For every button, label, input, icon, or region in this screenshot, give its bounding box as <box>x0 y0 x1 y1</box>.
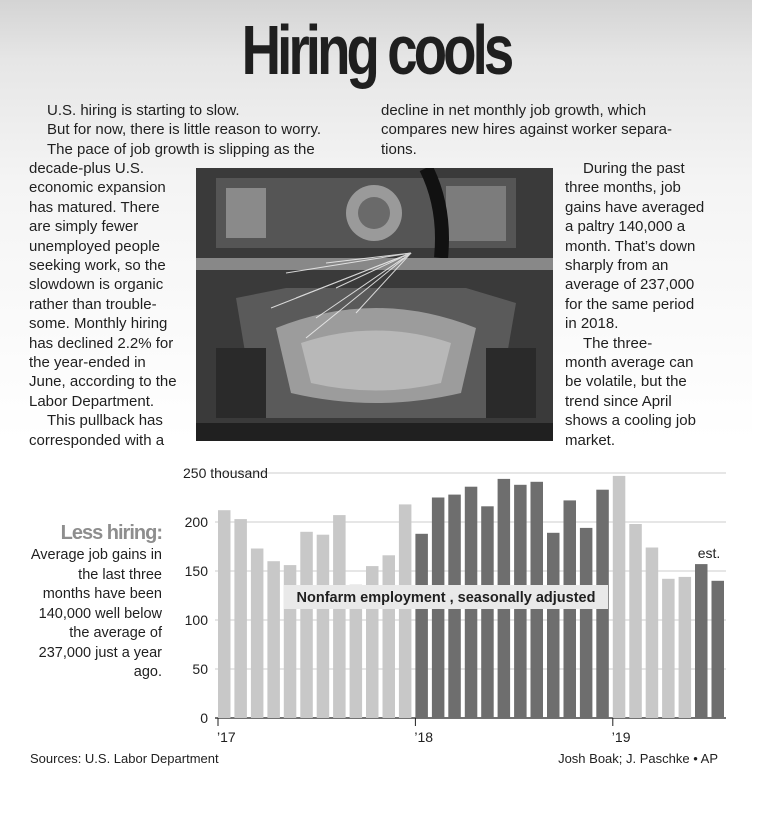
text-line: decade-plus U.S. <box>29 160 145 177</box>
text-line: be volatile, but the <box>565 373 687 391</box>
y-tick-label: 250 thousand <box>183 465 268 481</box>
x-tick-label: ’18 <box>414 729 434 745</box>
text-line: some. Monthly hiring <box>29 315 168 333</box>
text-line: for the same period <box>565 295 695 313</box>
chart-title: Nonfarm employment , seasonally adjusted <box>296 590 596 606</box>
chart-est-label: est. <box>697 545 721 561</box>
bar <box>580 528 593 718</box>
text-line: The three- <box>583 334 653 352</box>
text-line: rather than trouble- <box>29 295 157 313</box>
text-line: in 2018. <box>565 315 619 333</box>
text-line: sharply from an <box>565 257 669 275</box>
factory-photo <box>196 168 553 441</box>
col1-top-text <box>47 101 367 159</box>
bar <box>218 510 231 718</box>
text-line: During the past <box>583 160 685 177</box>
bar <box>629 524 642 718</box>
text-line: trend since April <box>565 392 672 410</box>
x-tick-label: ’19 <box>611 729 631 745</box>
text-line: month. That’s down <box>565 237 696 255</box>
text-line: corresponded with a <box>29 431 165 449</box>
bar <box>399 504 412 718</box>
credit-note: Josh Boak; J. Paschke • AP <box>558 751 718 766</box>
y-tick-label: 100 <box>184 612 208 628</box>
bar <box>317 535 330 718</box>
bar <box>234 519 247 718</box>
text-line: This pullback has <box>47 412 163 430</box>
bar <box>300 532 313 718</box>
text-line: three months, job <box>565 179 681 197</box>
text-line: market. <box>565 431 616 449</box>
sidebar-title: Less hiring: <box>60 522 162 544</box>
text-line: decline in net monthly job growth, which <box>381 102 647 119</box>
bar <box>662 579 675 718</box>
sidebar-body: Average job gains in the last three months have been 140,000 well below the average of 237,000 just a year ago. <box>30 547 162 680</box>
text-line: month average can <box>565 354 694 372</box>
bar <box>712 581 725 718</box>
text-line: average of 237,000 <box>565 276 695 294</box>
bar <box>333 515 346 718</box>
bar <box>547 533 560 718</box>
text-line: has declined 2.2% for <box>29 334 174 352</box>
bar <box>564 500 577 718</box>
text-line: gains have averaged <box>565 198 705 216</box>
text-line: shows a cooling job <box>565 412 696 430</box>
bar <box>613 476 626 718</box>
headline: Hiring cools <box>241 11 511 89</box>
text-line: U.S. hiring is starting to slow. <box>47 102 240 119</box>
text-line: the year-ended in <box>29 354 146 372</box>
text-line: unemployed people <box>29 237 160 255</box>
text-line: Labor Department. <box>29 392 155 410</box>
bar <box>481 506 494 718</box>
text-line: are simply fewer <box>29 218 139 236</box>
bar <box>415 534 428 718</box>
text-line: slowdown is organic <box>29 276 164 294</box>
bar <box>646 548 659 719</box>
text-line: June, according to the <box>29 373 177 391</box>
bar <box>383 555 396 718</box>
col1-text <box>29 159 197 450</box>
text-line: has matured. There <box>29 198 160 216</box>
bar-chart <box>0 460 768 760</box>
bar <box>679 577 692 718</box>
col2-text <box>565 159 745 450</box>
y-tick-label: 200 <box>184 514 208 530</box>
y-tick-label: 50 <box>192 661 208 677</box>
x-tick-label: ’17 <box>217 729 236 745</box>
text-line: economic expansion <box>29 179 166 197</box>
text-line: seeking work, so the <box>29 257 166 275</box>
text-line: compares new hires against worker separa- <box>381 121 672 139</box>
text-line: The pace of job growth is slipping as the <box>47 140 315 158</box>
y-tick-label: 150 <box>184 563 208 579</box>
factory-photo-illustration <box>196 168 553 441</box>
bar <box>251 549 264 719</box>
text-line: a paltry 140,000 a <box>565 218 686 236</box>
text-line: tions. <box>381 140 417 158</box>
bar <box>695 564 708 718</box>
text-line: But for now, there is little reason to worry. <box>47 121 322 139</box>
chart-x-labels <box>217 718 631 745</box>
source-note: Sources: U.S. Labor Department <box>30 751 219 766</box>
col2-top-text <box>381 101 721 159</box>
bar <box>267 561 280 718</box>
y-tick-label: 0 <box>200 710 208 726</box>
